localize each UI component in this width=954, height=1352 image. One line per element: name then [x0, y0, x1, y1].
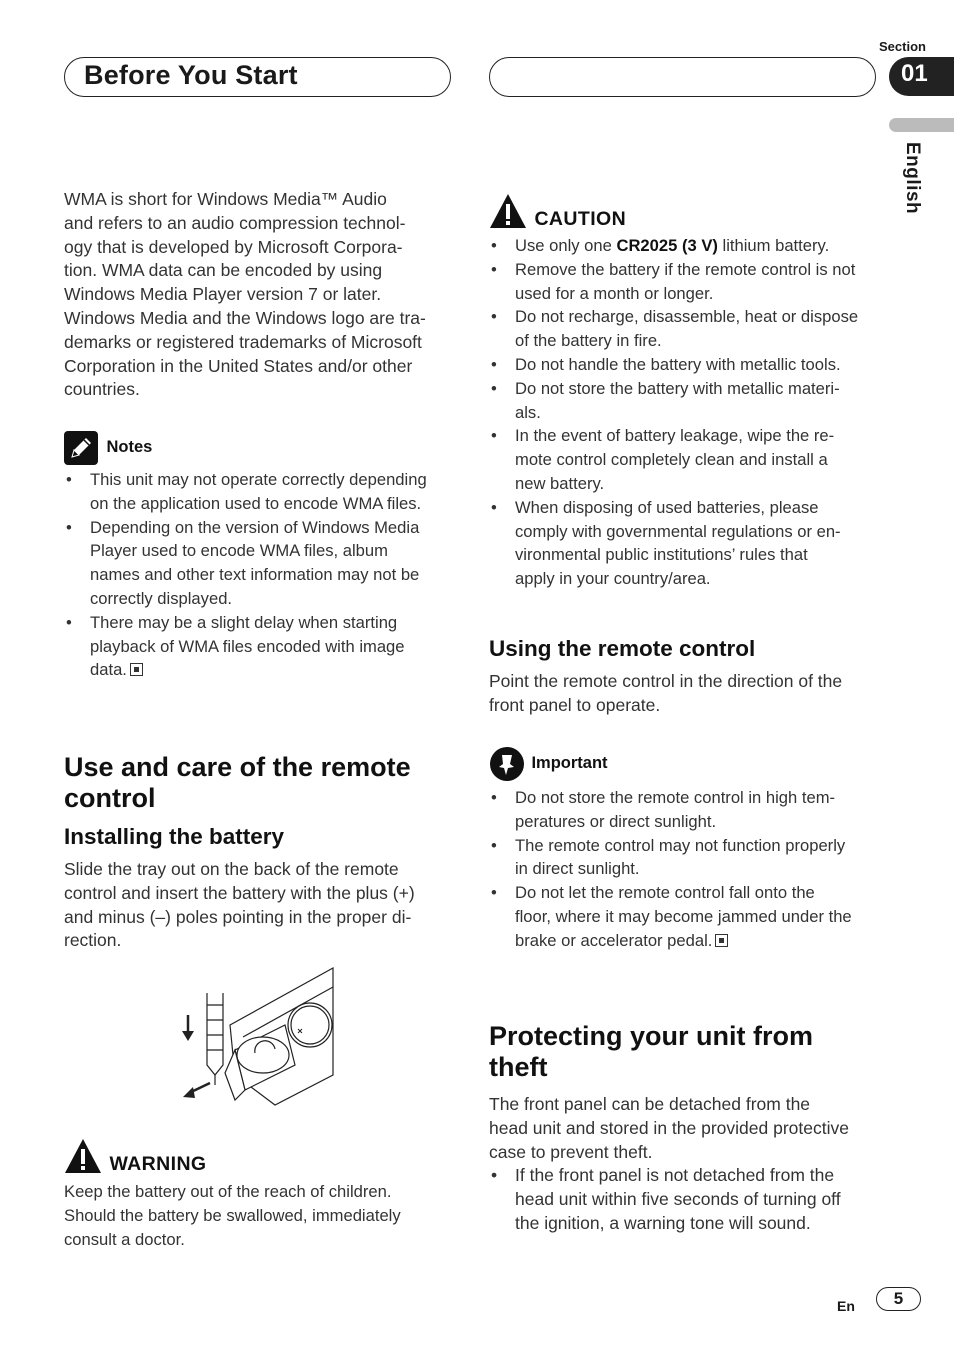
wma-paragraph — [64, 188, 464, 402]
text-line: • When disposing of used batteries, please — [515, 497, 819, 517]
page-number: 5 — [876, 1287, 921, 1311]
list-item — [489, 353, 889, 377]
text-line: • Do not recharge, disassemble, heat or dispose — [515, 307, 859, 327]
list-item — [489, 786, 889, 834]
language-tab — [889, 118, 954, 132]
warning-title: WARNING — [109, 1153, 207, 1175]
text-line: als. — [515, 402, 541, 422]
text-line: • This unit may not operate correctly depending — [90, 470, 427, 489]
end-mark-icon — [715, 934, 728, 947]
list-item — [489, 305, 889, 353]
text-line: Player used to encode WMA files, album — [90, 541, 388, 561]
text-line: • Do not store the battery with metallic materi- — [515, 378, 840, 398]
text-line: • The remote control may not function properly — [515, 835, 846, 855]
text-line: • In the event of battery leakage, wipe the re- — [515, 426, 835, 446]
list-item — [489, 258, 889, 306]
text-line: control and insert the battery with the plus (+) — [64, 882, 415, 903]
text-line: used for a month or longer. — [515, 283, 714, 303]
text-line: Slide the tray out on the back of the remote — [64, 859, 399, 879]
footer-language-code: En — [837, 1298, 855, 1314]
text-line: tion. WMA data can be encoded by using — [64, 260, 383, 281]
heading-line: theft — [489, 1052, 548, 1082]
text-line: floor, where it may become jammed under the — [515, 906, 852, 926]
text-line: • There may be a slight delay when starting — [90, 612, 398, 632]
notes-header — [64, 431, 152, 465]
text-line: brake or accelerator pedal. — [515, 930, 713, 950]
text-line: • Do not handle the battery with metallic tools. — [515, 354, 841, 374]
notes-title: Notes — [106, 438, 153, 457]
important-list — [489, 786, 889, 953]
text-line: in direct sunlight. — [515, 859, 640, 879]
end-mark-icon — [130, 663, 143, 676]
text-line: WMA is short for Windows Media™ Audio — [64, 189, 387, 209]
text-line: Keep the battery out of the reach of children. — [64, 1182, 392, 1201]
protecting-list — [489, 1164, 889, 1235]
text-line: head unit and stored in the provided protective — [489, 1117, 849, 1138]
text-line: • Remove the battery if the remote control is not — [515, 259, 856, 279]
list-item — [489, 834, 889, 882]
text-line: the ignition, a warning tone will sound. — [515, 1212, 811, 1233]
caution-list — [489, 234, 889, 591]
text-line: peratures or direct sunlight. — [515, 811, 717, 831]
text-line: case to prevent theft. — [489, 1141, 653, 1162]
text-line: Corporation in the United States and/or other — [64, 355, 413, 376]
heading-line: control — [64, 783, 156, 813]
text-line: Windows Media and the Windows logo are tra- — [64, 307, 426, 328]
text-line: front panel to operate. — [489, 694, 661, 715]
installing-heading: Installing the battery — [64, 824, 285, 849]
important-title: Important — [531, 754, 608, 773]
text-line: • Do not let the remote control fall onto the — [515, 883, 815, 903]
text-run: Use only one — [515, 236, 617, 255]
text-line: and minus (–) poles pointing in the proper di- — [64, 906, 412, 927]
text-line: of the battery in fire. — [515, 331, 662, 351]
text-line: Point the remote control in the direction of the — [489, 671, 843, 691]
warning-icon — [64, 1138, 102, 1174]
protecting-heading — [489, 1021, 909, 1083]
text-line: new battery. — [515, 473, 605, 493]
list-item — [489, 881, 889, 952]
text-line: comply with governmental regulations or en- — [515, 521, 841, 541]
text-line: Should the battery be swallowed, immediately — [64, 1205, 401, 1225]
text-line: on the application used to encode WMA files. — [90, 493, 422, 513]
text-line: The front panel can be detached from the — [489, 1094, 811, 1114]
installing-paragraph — [64, 858, 464, 953]
section-label: Section — [879, 39, 926, 54]
text-line: Windows Media Player version 7 or later. — [64, 284, 382, 305]
important-header — [489, 746, 608, 782]
text-line: correctly displayed. — [90, 588, 233, 608]
battery-installation-illustration — [175, 965, 340, 1110]
heading-line: Protecting your unit from — [489, 1021, 813, 1051]
text-line: data. — [90, 660, 127, 680]
battery-model: CR2025 (3 V) — [616, 236, 718, 255]
pencil-icon — [64, 431, 98, 465]
list-item — [489, 234, 889, 258]
text-line: playback of WMA files encoded with image — [90, 636, 405, 656]
text-line: mote control completely clean and install a — [515, 450, 828, 470]
caution-title: CAUTION — [534, 208, 627, 230]
text-line: demarks or registered trademarks of Microsoft — [64, 331, 422, 352]
text-line: apply in your country/area. — [515, 569, 711, 589]
list-item — [489, 377, 889, 425]
language-label: English — [902, 142, 923, 215]
text-line: consult a doctor. — [64, 1229, 185, 1249]
section-number: 01 — [889, 57, 954, 96]
list-item — [64, 611, 464, 682]
list-item — [489, 496, 889, 591]
using-remote-paragraph — [489, 670, 889, 718]
text-run: lithium battery. — [717, 236, 830, 255]
important-pin-icon — [489, 746, 525, 782]
text-line: names and other text information may not be — [90, 565, 420, 585]
text-line: vironmental public institutions’ rules that — [515, 545, 808, 565]
text-line: • Depending on the version of Windows Media — [90, 517, 420, 537]
text-line: head unit within five seconds of turning off — [515, 1188, 841, 1209]
list-item — [64, 516, 464, 611]
warning-paragraph — [64, 1180, 464, 1251]
text-line: and refers to an audio compression technol- — [64, 212, 406, 233]
list-item — [64, 468, 464, 516]
using-remote-heading: Using the remote control — [489, 636, 756, 661]
heading-line: Use and care of the remote — [64, 752, 411, 782]
warning-icon — [489, 193, 527, 229]
use-care-heading — [64, 752, 484, 814]
list-item — [489, 1164, 889, 1235]
page-title: Before You Start — [84, 60, 298, 90]
text-line: rection. — [64, 930, 122, 951]
text-line: • If the front panel is not detached from the — [515, 1165, 835, 1185]
text-line: countries. — [64, 379, 140, 400]
list-item — [489, 424, 889, 495]
text-line: ogy that is developed by Microsoft Corpora- — [64, 236, 403, 257]
caution-header — [489, 193, 626, 231]
text-line: • Do not store the remote control in high tem- — [515, 788, 836, 807]
notes-list — [64, 468, 464, 682]
header-empty-frame — [489, 57, 876, 97]
protecting-paragraph — [489, 1093, 889, 1164]
warning-header — [64, 1138, 207, 1176]
